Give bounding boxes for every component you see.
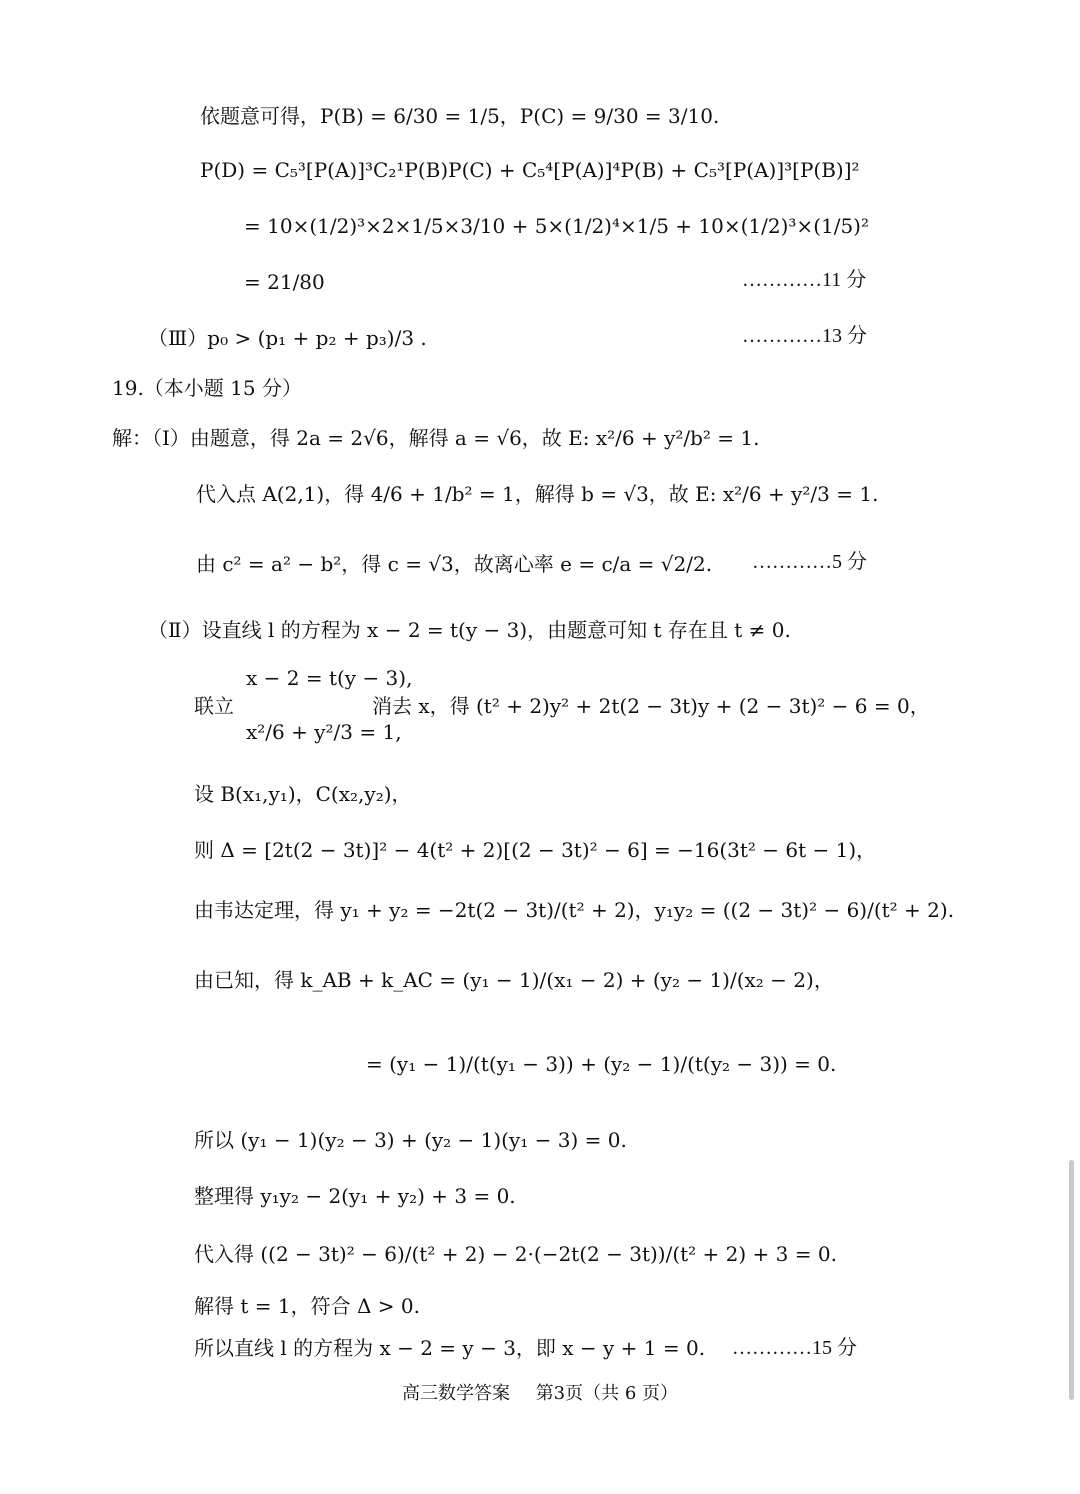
line-part1-a: 解：（Ⅰ）由题意，得 2a = 2√6，解得 a = √6，故 E: x²/6 + y²/b² = 1. xyxy=(112,426,760,450)
line-solve-t: 解得 t = 1，符合 Δ > 0. xyxy=(194,1294,420,1318)
line-part1-b: 代入点 A(2,1)，得 4/6 + 1/b² = 1，解得 b = √3，故 E: x²/6 + y²/3 = 1. xyxy=(196,482,879,506)
line-part3: （Ⅲ）p₀ > (p₁ + p₂ + p₃)/3 . xyxy=(148,326,427,350)
line-pd-substitution: = 10×(1/2)³×2×1/5×3/10 + 5×(1/2)⁴×1/5 + 10×(1/2)³×(1/5)² xyxy=(244,214,869,238)
line-final-equation: 所以直线 l 的方程为 x − 2 = y − 3，即 x − y + 1 = 0. xyxy=(194,1336,706,1360)
line-pd-result: = 21/80 xyxy=(244,270,325,294)
line-part2-setup: （Ⅱ）设直线 l 的方程为 x − 2 = t(y − 3)，由题意可知 t 存在且 t ≠ 0. xyxy=(148,618,791,642)
line-part1-e: 由 c² = a² − b²，得 c = √3，故离心率 e = c/a = √2/2. xyxy=(196,552,713,576)
score-5: …………5 分 xyxy=(752,551,867,573)
score-11: …………11 分 xyxy=(742,269,867,291)
label-lianli: 联立 xyxy=(194,694,234,718)
line-substitute: 代入得 ((2 − 3t)² − 6)/(t² + 2) − 2·(−2t(2 − 3t))/(t² + 2) + 3 = 0. xyxy=(194,1242,837,1266)
footer-subject: 高三数学答案 xyxy=(401,1383,510,1404)
page-footer xyxy=(0,1382,1080,1406)
line-vieta: 由韦达定理，得 y₁ + y₂ = −2t(2 − 3t)/(t² + 2)，y₁y₂ = ((2 − 3t)² − 6)/(t² + 2). xyxy=(194,898,955,922)
line-probability-bc: 依题意可得，P(B) = 6/30 = 1/5，P(C) = 9/30 = 3/10. xyxy=(200,104,720,128)
line-eliminate-x: 消去 x，得 (t² + 2)y² + 2t(2 − 3t)y + (2 − 3t)² − 6 = 0， xyxy=(372,694,930,718)
line-set-points: 设 B(x₁,y₁)，C(x₂,y₂)， xyxy=(194,782,412,806)
line-simplify: 整理得 y₁y₂ − 2(y₁ + y₂) + 3 = 0. xyxy=(194,1184,516,1208)
question-19-heading: 19.（本小题 15 分） xyxy=(112,376,302,400)
system-eq-2: x²/6 + y²/3 = 1, xyxy=(246,720,402,744)
score-15: …………15 分 xyxy=(732,1337,857,1359)
line-slope-sum: 由已知，得 k_AB + k_AC = (y₁ − 1)/(x₁ − 2) + (y₂ − 1)/(x₂ − 2)， xyxy=(194,968,834,992)
line-slope-zero: = (y₁ − 1)/(t(y₁ − 3)) + (y₂ − 1)/(t(y₂ − 3)) = 0. xyxy=(366,1052,837,1076)
system-eq-1: x − 2 = t(y − 3), xyxy=(246,666,413,690)
line-therefore: 所以 (y₁ − 1)(y₂ − 3) + (y₂ − 1)(y₁ − 3) = 0. xyxy=(194,1128,627,1152)
scrollbar-thumb[interactable] xyxy=(1069,1160,1074,1400)
line-discriminant: 则 Δ = [2t(2 − 3t)]² − 4(t² + 2)[(2 − 3t)² − 6] = −16(3t² − 6t − 1)， xyxy=(194,838,877,862)
score-13: …………13 分 xyxy=(742,325,867,347)
line-pd-formula: P(D) = C₅³[P(A)]³C₂¹P(B)P(C) + C₅⁴[P(A)]⁴P(B) + C₅³[P(A)]³[P(B)]² xyxy=(200,158,860,182)
footer-page-number: 第3页（共 6 页） xyxy=(535,1383,679,1404)
